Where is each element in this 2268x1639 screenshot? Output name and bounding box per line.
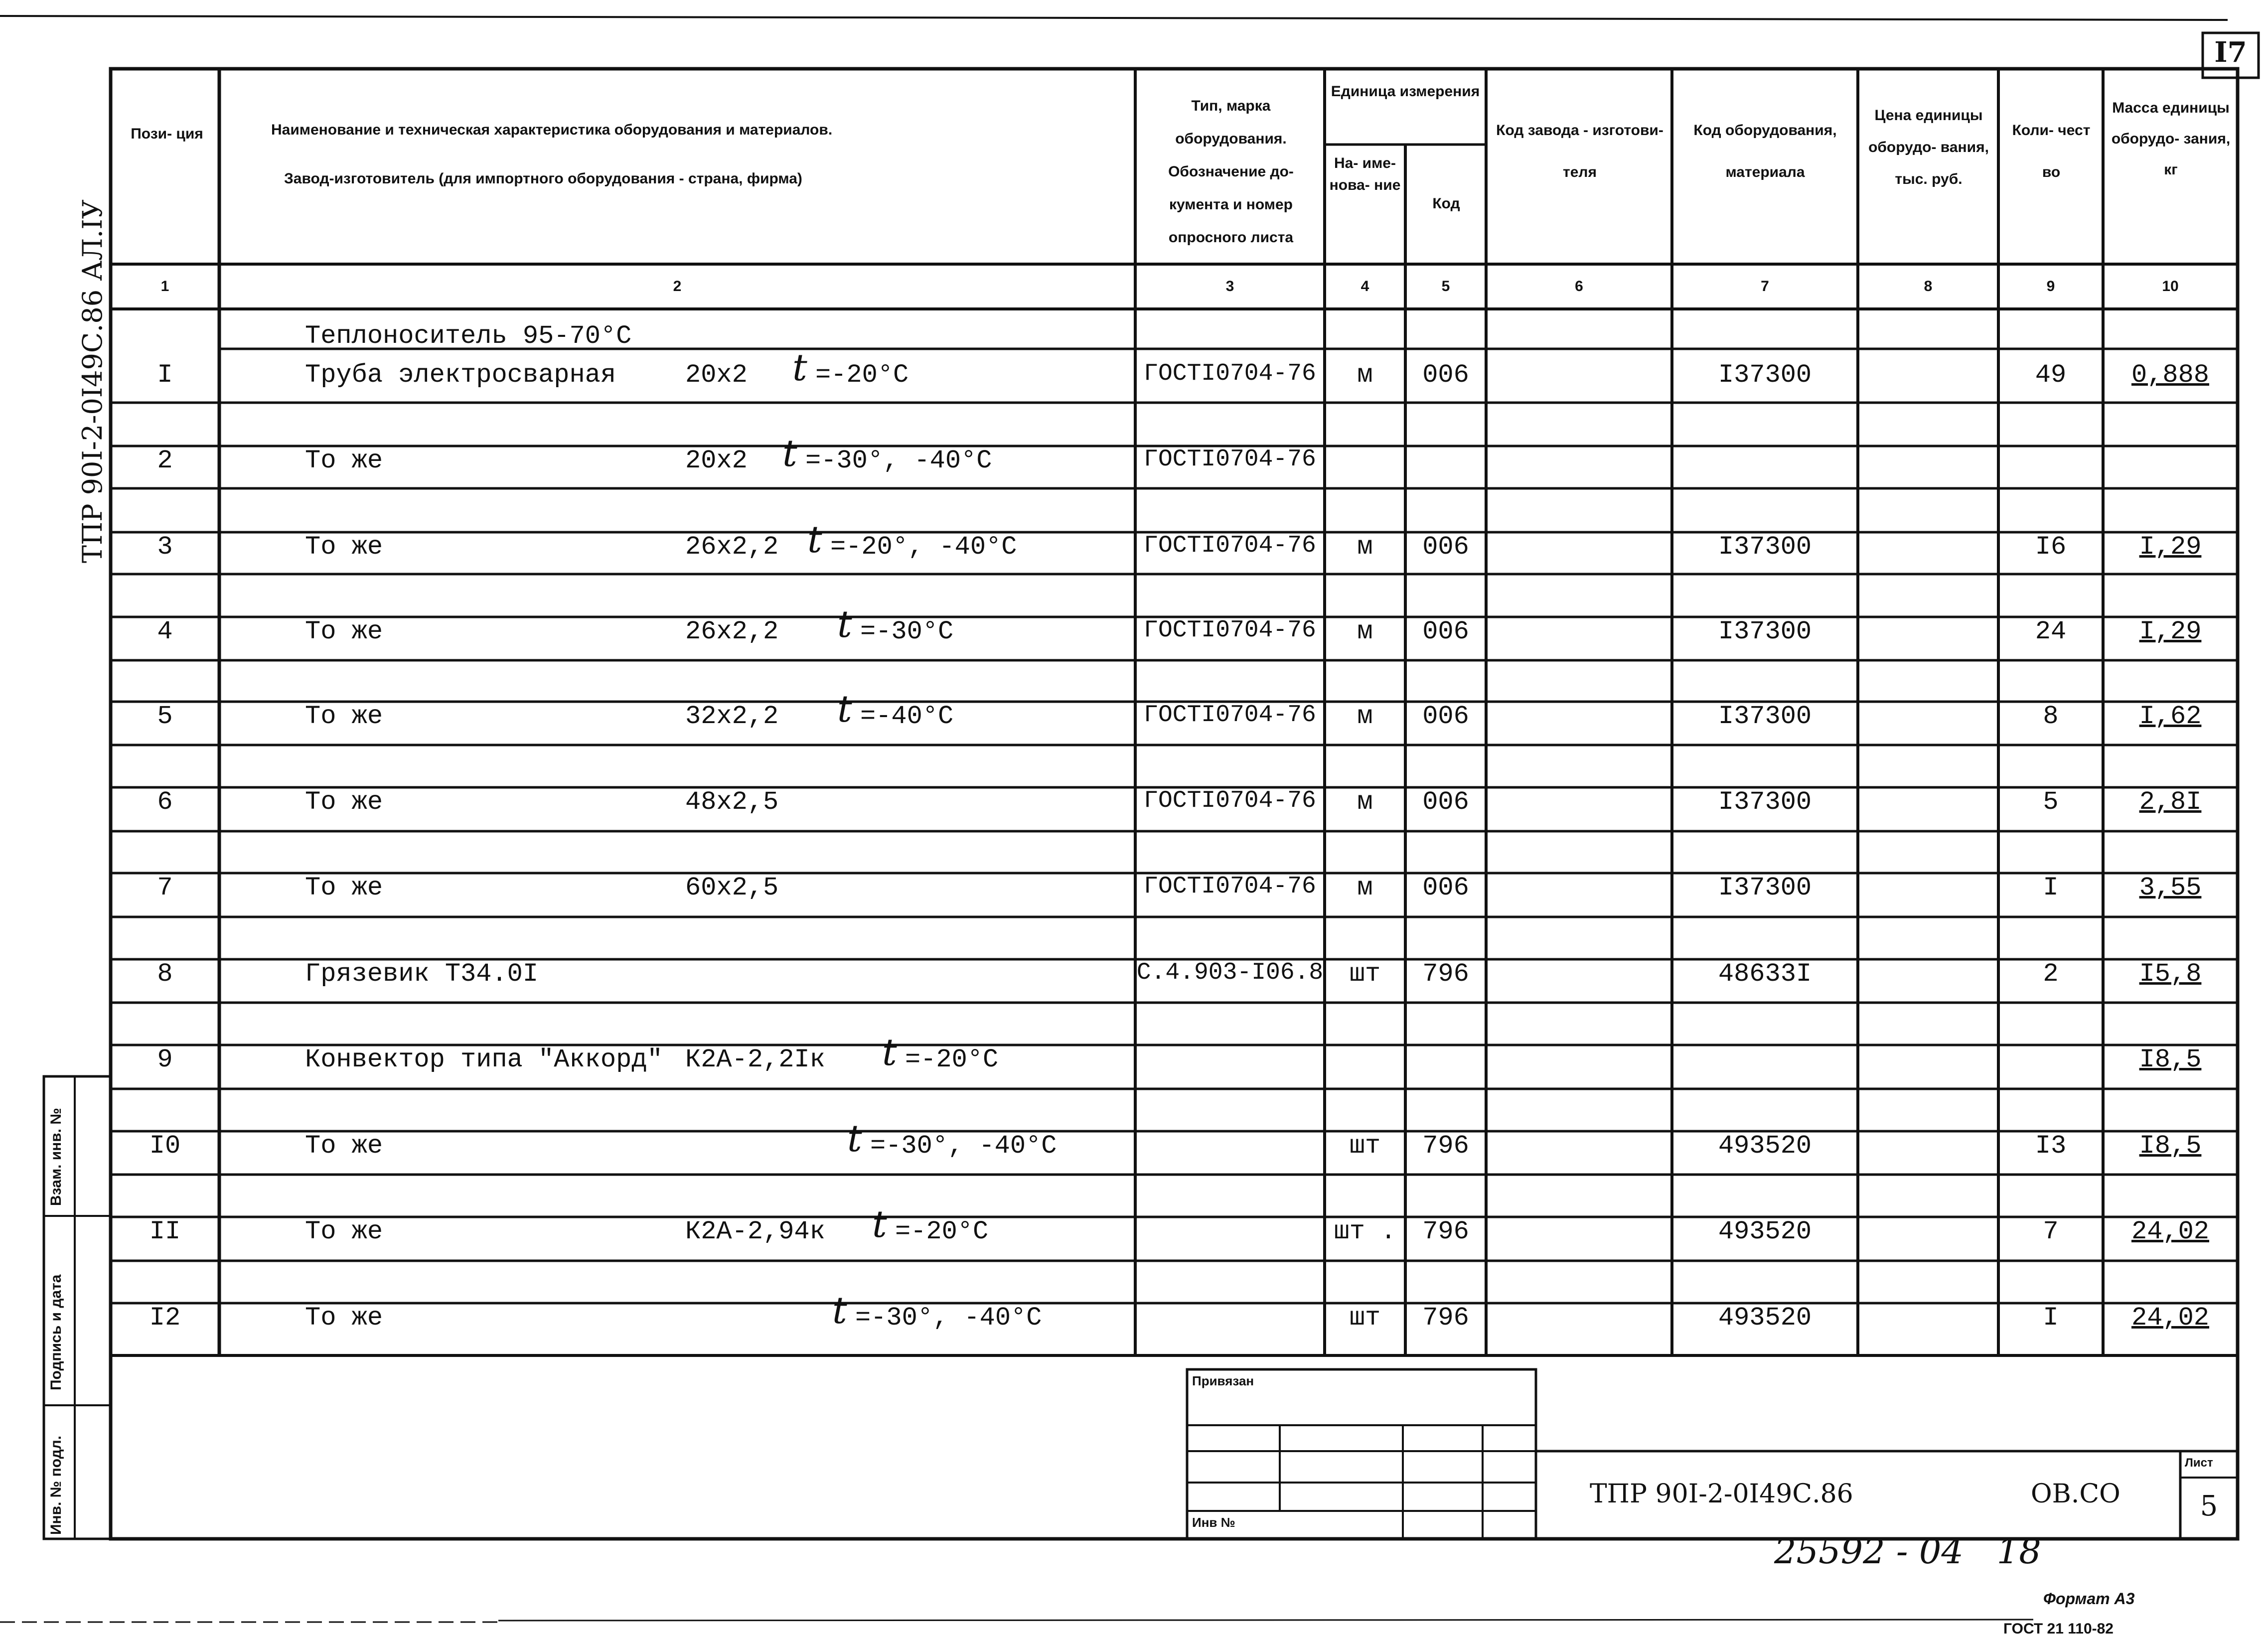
header-unit-name: На- име- нова- ние bbox=[1329, 155, 1401, 193]
stamp-inv: Инв № bbox=[1192, 1515, 1235, 1530]
colnum-1: 1 bbox=[160, 278, 169, 295]
row-9-pos: 9 bbox=[157, 1045, 173, 1074]
sheet-number: I7 bbox=[2214, 36, 2247, 69]
row-1-unit: м bbox=[1357, 360, 1373, 390]
row-7-pos: 7 bbox=[157, 873, 173, 902]
row-5-name: То же bbox=[305, 702, 383, 731]
row-8-code: 796 bbox=[1422, 959, 1469, 989]
header-unit-code: Код bbox=[1432, 195, 1460, 212]
header-type-doc: Тип, марка оборудования. Обозначение до- кумента и номер опросного листа bbox=[1168, 98, 1294, 246]
row-4-temp-symbol: t bbox=[837, 603, 852, 646]
header-material-code: Код оборудования, материала bbox=[1693, 122, 1837, 180]
row-3-mat: I37300 bbox=[1718, 532, 1812, 562]
colnum-2: 2 bbox=[673, 278, 682, 295]
row-5-unit: м bbox=[1357, 702, 1373, 731]
header-quantity: Коли- чест во bbox=[2012, 122, 2091, 180]
row-11-unit: шт . bbox=[1334, 1217, 1396, 1246]
row-1-size: 20х2 bbox=[685, 360, 748, 390]
row-11-temp-symbol: t bbox=[872, 1203, 887, 1246]
header-factory-code: Код завода - изготови- теля bbox=[1496, 122, 1663, 180]
row-7-doc: ГОСТI0704-76 bbox=[1144, 873, 1316, 900]
row-1-temp: =-20°С bbox=[815, 360, 909, 390]
row-7-code: 006 bbox=[1422, 873, 1469, 902]
row-4-code: 006 bbox=[1422, 617, 1469, 646]
row-1-mass: 0,888 bbox=[2131, 360, 2210, 390]
row-1-mat: I37300 bbox=[1718, 360, 1812, 390]
row-4-name: То же bbox=[305, 617, 383, 646]
row-1-temp-symbol: t bbox=[792, 346, 807, 389]
colnum-7: 7 bbox=[1761, 278, 1769, 295]
row-9-mass: I8,5 bbox=[2139, 1045, 2202, 1074]
row-9-size: К2А-2,2Iк bbox=[685, 1045, 825, 1074]
row-1-name: Труба электросварная bbox=[305, 360, 616, 390]
row-8-mass: I5,8 bbox=[2139, 959, 2202, 989]
row-7-size: 60х2,5 bbox=[685, 873, 779, 902]
row-10-mat: 493520 bbox=[1718, 1131, 1812, 1161]
format-label: Формат А3 bbox=[2043, 1590, 2135, 1608]
header-unit: Единица измерения bbox=[1331, 83, 1480, 100]
header-mass: Масса единицы оборудо- зания, кг bbox=[2111, 100, 2231, 178]
row-3-temp-symbol: t bbox=[807, 518, 822, 561]
row-9-temp-symbol: t bbox=[882, 1031, 897, 1074]
label-inv-podl: Инв. № подл. bbox=[48, 1435, 64, 1535]
row-5-code: 006 bbox=[1422, 702, 1469, 731]
header-price: Цена единицы оборудо- вания, тыс. руб. bbox=[1868, 107, 1989, 187]
row-12-temp-symbol: t bbox=[832, 1289, 847, 1332]
row-12-mass: 24,02 bbox=[2131, 1303, 2210, 1333]
row-10-qty: I3 bbox=[2035, 1131, 2067, 1161]
row-2-pos: 2 bbox=[157, 446, 173, 475]
row-12-qty: I bbox=[2043, 1303, 2059, 1333]
stamp-privyazan: Привязан bbox=[1192, 1373, 1254, 1388]
row-5-temp-symbol: t bbox=[837, 688, 852, 731]
row-3-doc: ГОСТI0704-76 bbox=[1144, 532, 1316, 559]
row-8-qty: 2 bbox=[2043, 959, 2059, 989]
row-1-doc: ГОСТI0704-76 bbox=[1144, 360, 1316, 387]
row-10-pos: I0 bbox=[149, 1131, 181, 1161]
row-5-doc: ГОСТI0704-76 bbox=[1144, 702, 1316, 729]
title-block-list-label: Лист bbox=[2185, 1456, 2213, 1470]
row-6-doc: ГОСТI0704-76 bbox=[1144, 787, 1316, 814]
row-6-unit: м bbox=[1357, 787, 1373, 817]
row-3-qty: I6 bbox=[2035, 532, 2067, 562]
row-5-temp: =-40°С bbox=[860, 702, 954, 731]
title-block-mark: ОВ.СО bbox=[2031, 1479, 2120, 1509]
row-11-pos: II bbox=[149, 1217, 181, 1246]
row-8-pos: 8 bbox=[157, 959, 173, 989]
row-11-name: То же bbox=[305, 1217, 383, 1246]
colnum-4: 4 bbox=[1361, 278, 1369, 295]
row-2-name: То же bbox=[305, 446, 383, 475]
row-5-mat: I37300 bbox=[1718, 702, 1812, 731]
row-6-size: 48х2,5 bbox=[685, 787, 779, 817]
header-position: Пози- ция bbox=[131, 126, 203, 142]
colnum-9: 9 bbox=[2046, 278, 2055, 295]
row-1-qty: 49 bbox=[2035, 360, 2067, 390]
row-3-mass: I,29 bbox=[2139, 532, 2202, 562]
row-7-mass: 3,55 bbox=[2139, 873, 2202, 902]
row-11-mass: 24,02 bbox=[2131, 1217, 2210, 1246]
row-5-size: 32х2,2 bbox=[685, 702, 779, 731]
row-4-qty: 24 bbox=[2035, 617, 2067, 646]
row-3-pos: 3 bbox=[157, 532, 173, 562]
row-10-name: То же bbox=[305, 1131, 383, 1161]
row-10-code: 796 bbox=[1422, 1131, 1469, 1161]
row-1-code: 006 bbox=[1422, 360, 1469, 390]
row-3-unit: м bbox=[1357, 532, 1373, 562]
row-3-name: То же bbox=[305, 532, 383, 562]
row-4-mass: I,29 bbox=[2139, 617, 2202, 646]
label-vzam-inv: Взам. инв. № bbox=[48, 1108, 64, 1206]
row-11-mat: 493520 bbox=[1718, 1217, 1812, 1246]
row-4-pos: 4 bbox=[157, 617, 173, 646]
row-8-mat: 48633I bbox=[1718, 959, 1812, 989]
row-3-code: 006 bbox=[1422, 532, 1469, 562]
row-4-size: 26х2,2 bbox=[685, 617, 779, 646]
row-12-code: 796 bbox=[1422, 1303, 1469, 1333]
row-1-pos: I bbox=[157, 360, 173, 390]
title-block-code: ТПР 90I-2-0I49С.86 bbox=[1590, 1479, 1853, 1509]
title-block-list-number: 5 bbox=[2200, 1490, 2218, 1522]
colnum-10: 10 bbox=[2162, 278, 2179, 295]
row-6-code: 006 bbox=[1422, 787, 1469, 817]
row-3-size: 26х2,2 bbox=[685, 532, 779, 562]
header-name-line2: Завод-изготовитель (для импортного оборудования - страна, фирма) bbox=[284, 170, 802, 187]
row-2-temp-symbol: t bbox=[782, 432, 797, 475]
row-6-qty: 5 bbox=[2043, 787, 2059, 817]
row-11-code: 796 bbox=[1422, 1217, 1469, 1246]
row-9-name: Конвектор типа "Аккорд" bbox=[305, 1045, 663, 1074]
row-12-temp: =-30°, -40°С bbox=[855, 1303, 1042, 1333]
row-5-mass: I,62 bbox=[2139, 702, 2202, 731]
row-7-name: То же bbox=[305, 873, 383, 902]
row-11-size: К2А-2,94к bbox=[685, 1217, 825, 1246]
colnum-3: 3 bbox=[1225, 278, 1234, 295]
row-8-unit: шт bbox=[1349, 959, 1381, 989]
row-10-temp-symbol: t bbox=[847, 1117, 862, 1160]
side-document-code: ТПР 90I-2-0I49С.86 АЛ.IУ bbox=[77, 199, 108, 563]
row-3-temp: =-20°, -40°С bbox=[830, 532, 1017, 562]
row-8-name: Грязевик Т34.0I bbox=[305, 959, 539, 989]
row-6-pos: 6 bbox=[157, 787, 173, 817]
gost-label: ГОСТ 21 110-82 bbox=[2003, 1621, 2114, 1637]
row-4-mat: I37300 bbox=[1718, 617, 1812, 646]
row-12-name: То же bbox=[305, 1303, 383, 1333]
row-5-pos: 5 bbox=[157, 702, 173, 731]
row-11-qty: 7 bbox=[2043, 1217, 2059, 1246]
row-5-qty: 8 bbox=[2043, 702, 2059, 731]
row-9-temp: =-20°С bbox=[905, 1045, 999, 1074]
row-10-unit: шт bbox=[1349, 1131, 1381, 1161]
row-6-mat: I37300 bbox=[1718, 787, 1812, 817]
row-2-size: 20х2 bbox=[685, 446, 748, 475]
colnum-8: 8 bbox=[1924, 278, 1933, 295]
row-10-temp: =-30°, -40°С bbox=[870, 1131, 1057, 1161]
section-title: Теплоноситель 95-70°С bbox=[305, 321, 632, 351]
row-7-unit: м bbox=[1357, 873, 1373, 902]
colnum-5: 5 bbox=[1441, 278, 1450, 295]
row-4-unit: м bbox=[1357, 617, 1373, 646]
row-2-doc: ГОСТI0704-76 bbox=[1144, 446, 1316, 473]
handwritten-number: 25592 - 04 18 bbox=[1774, 1531, 2041, 1572]
label-podpis-data: Подпись и дата bbox=[48, 1274, 64, 1390]
row-12-pos: I2 bbox=[149, 1303, 181, 1333]
header-name-line1: Наименование и техническая характеристика оборудования и материалов. bbox=[271, 122, 833, 138]
row-7-qty: I bbox=[2043, 873, 2059, 902]
row-10-mass: I8,5 bbox=[2139, 1131, 2202, 1161]
row-6-name: То же bbox=[305, 787, 383, 817]
row-6-mass: 2,8I bbox=[2139, 787, 2202, 817]
row-7-mat: I37300 bbox=[1718, 873, 1812, 902]
row-4-doc: ГОСТI0704-76 bbox=[1144, 617, 1316, 644]
row-2-temp: =-30°, -40°С bbox=[805, 446, 992, 475]
row-4-temp: =-30°С bbox=[860, 617, 954, 646]
colnum-6: 6 bbox=[1575, 278, 1583, 295]
row-8-doc: С.4.903-I06.8 bbox=[1136, 959, 1324, 986]
row-12-mat: 493520 bbox=[1718, 1303, 1812, 1333]
row-11-temp: =-20°С bbox=[895, 1217, 989, 1246]
row-12-unit: шт bbox=[1349, 1303, 1381, 1333]
